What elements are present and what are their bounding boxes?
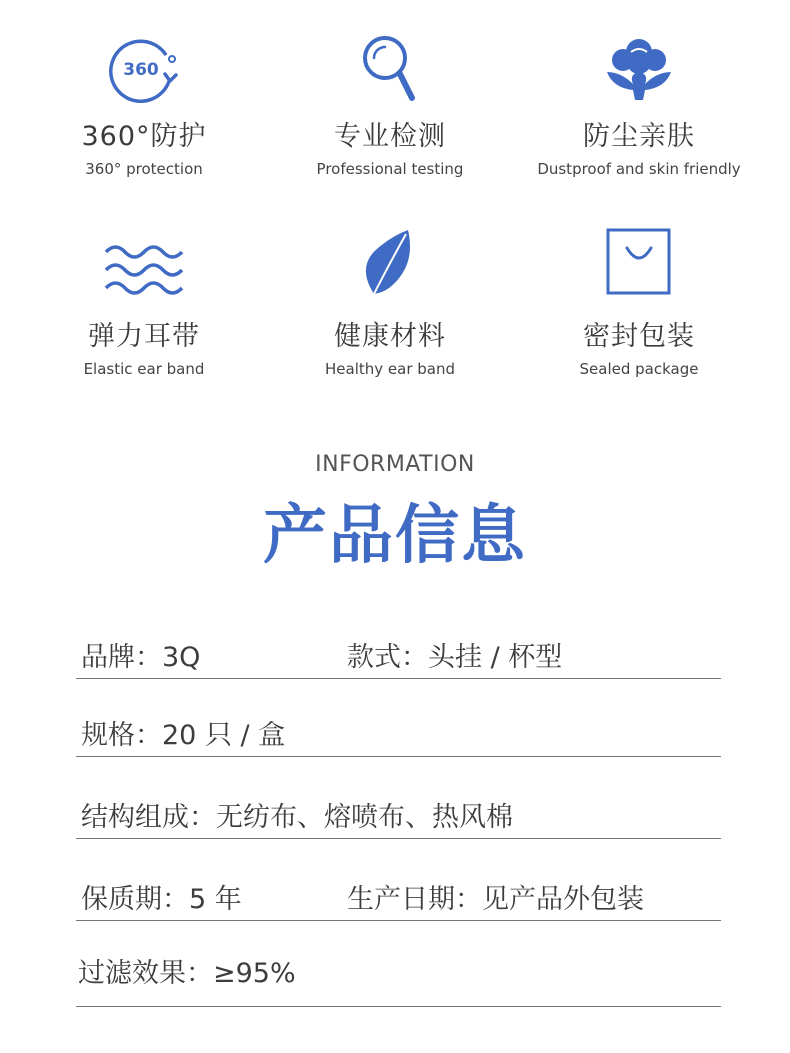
feature-subtitle: Dustproof and skin friendly	[537, 160, 741, 178]
wave-icon	[24, 240, 264, 312]
feature-title: 健康材料	[334, 321, 446, 352]
feature-dustproof	[519, 30, 759, 190]
info-row-spec	[76, 708, 721, 757]
info-structure: 结构组成：无纺布、熔喷布、热风棉	[81, 802, 513, 833]
package-bag-icon	[519, 228, 759, 300]
feature-title: 专业检测	[334, 121, 446, 152]
feature-subtitle: Elastic ear band	[83, 360, 205, 378]
feature-subtitle: 360° protection	[85, 160, 203, 178]
info-row-brand-style	[76, 630, 721, 679]
svg-text:360: 360	[123, 60, 159, 80]
feature-title: 弹力耳带	[88, 321, 200, 352]
info-style: 款式：头挂 / 杯型	[347, 642, 563, 673]
feature-professional-testing	[270, 30, 510, 190]
feature-subtitle: Healthy ear band	[325, 360, 455, 378]
info-production-date: 生产日期：见产品外包装	[347, 884, 644, 915]
section-title-cn: 产品信息	[263, 499, 527, 573]
info-row-structure	[76, 790, 721, 839]
feature-title: 防尘亲肤	[583, 121, 695, 152]
cotton-icon	[519, 32, 759, 104]
magnifier-icon	[270, 30, 510, 102]
info-brand: 品牌：3Q	[81, 642, 201, 673]
leaf-icon	[270, 226, 510, 298]
360-rotation-icon	[24, 34, 264, 106]
feature-elastic-ear-band	[24, 230, 264, 390]
feature-sealed-package	[519, 230, 759, 390]
feature-title: 密封包装	[583, 321, 695, 352]
feature-360-protection	[24, 30, 264, 190]
info-spec: 规格：20 只 / 盒	[81, 720, 286, 751]
feature-title: 360°防护	[81, 121, 207, 152]
info-row-filtration	[76, 950, 721, 1007]
info-filtration: 过滤效果：≥95%	[78, 958, 296, 989]
feature-subtitle: Professional testing	[316, 160, 464, 178]
feature-healthy-material	[270, 230, 510, 390]
feature-subtitle: Sealed package	[579, 360, 699, 378]
info-row-shelf-production	[76, 872, 721, 921]
section-title-en: INFORMATION	[315, 452, 475, 477]
info-shelf-life: 保质期：5 年	[81, 884, 242, 915]
